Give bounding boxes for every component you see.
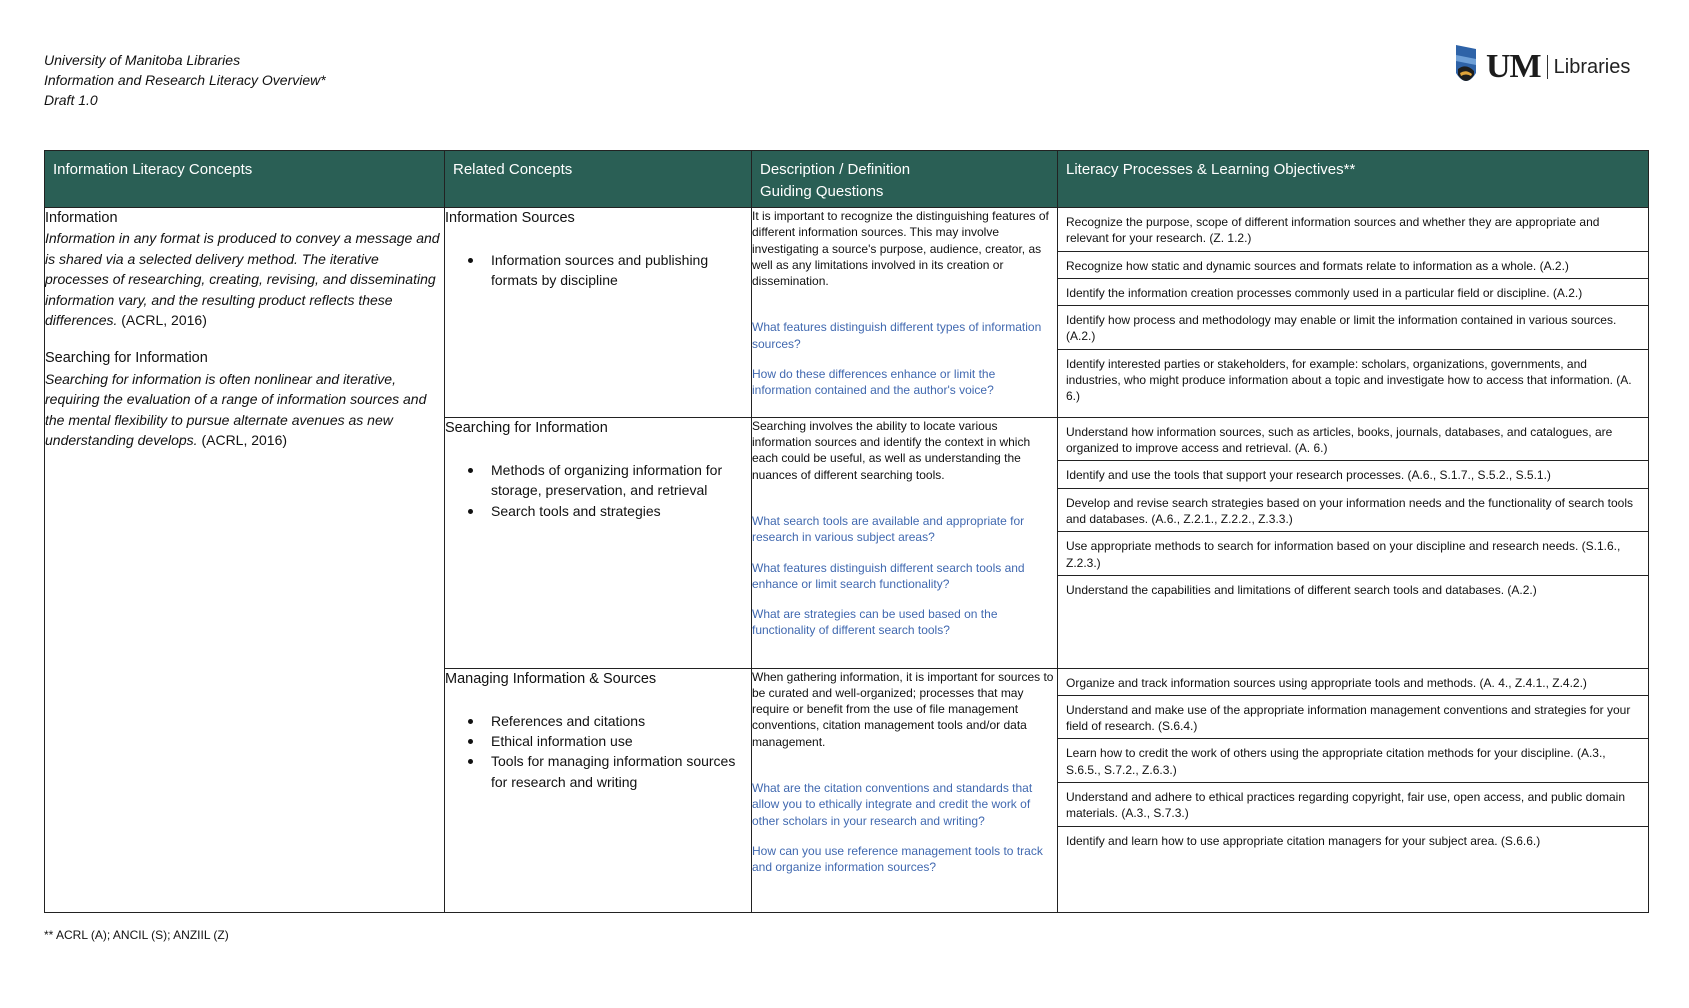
header-objectives: Literacy Processes & Learning Objectives**: [1058, 151, 1649, 208]
objective-item: Develop and revise search strategies based on your information needs and the functionality of search tools and databases. (A.6., Z.2.1., Z.2.2., Z.3.3.): [1058, 489, 1648, 533]
list-item: Search tools and strategies: [491, 501, 751, 521]
literacy-overview-table: [44, 150, 1649, 913]
objectives-cell: [1058, 668, 1649, 913]
objectives-list: [1058, 208, 1648, 417]
related-cell: [445, 208, 752, 418]
guiding-question: How do these differences enhance or limit the information contained and the author's voice?: [752, 367, 996, 398]
objective-item: Organize and track information sources using appropriate tools and methods. (A. 4., Z.4.1., Z.4.2.): [1058, 669, 1648, 696]
concept-definition: [45, 369, 444, 451]
header-related: Related Concepts: [445, 151, 752, 208]
logo-separator: [1547, 55, 1548, 79]
related-title: Information Sources: [445, 210, 575, 226]
list-item: Information sources and publishing formats by discipline: [491, 250, 751, 291]
objective-item: Identify the information creation processes commonly used in a particular field or discipline. (A.2.): [1058, 279, 1648, 306]
header-institution: University of Manitoba Libraries: [44, 52, 241, 68]
objective-item: Recognize how static and dynamic sources and formats relate to information as a whole. (A.2.): [1058, 252, 1648, 279]
objective-item: Identify and learn how to use appropriate citation managers for your subject area. (S.6.6.): [1066, 833, 1541, 848]
concept-searching: [45, 348, 444, 450]
guiding-question: What features distinguish different search tools and enhance or limit search functionality?: [752, 560, 1025, 591]
header-description-line1: Description / Definition: [760, 161, 911, 178]
objective-item: Identify how process and methodology may enable or limit the information contained in various sources. (A.2.): [1058, 306, 1648, 350]
guiding-question: What features distinguish different types of information sources?: [752, 320, 1042, 351]
document-header: [44, 50, 326, 110]
related-list: [445, 711, 751, 793]
header-description: [752, 151, 1058, 208]
concept-term: Information: [45, 210, 118, 226]
objectives-list: [1058, 669, 1648, 913]
university-crest-icon: [1452, 43, 1480, 91]
definition-citation: (ACRL, 2016): [197, 432, 288, 449]
guiding-question: What search tools are available and appropriate for research in various subject areas?: [752, 513, 1025, 545]
definition-text: Searching for information is often nonlinear and iterative, requiring the evaluation of a range of information sources and the mental flexibility to pursue alternate avenues as new understanding develops.: [45, 370, 427, 449]
table-header-row: [45, 151, 1649, 208]
objective-item: Understand and make use of the appropriate information management conventions and strategies for your field of research. (S.6.4.): [1058, 696, 1648, 740]
header-description-line2: Guiding Questions: [760, 183, 884, 200]
related-cell: [445, 417, 752, 668]
guiding-question: What are strategies can be used based on the functionality of different search tools?: [752, 607, 998, 638]
description-cell: [752, 417, 1058, 668]
objective-item: Identify and use the tools that support your research processes. (A.6., S.1.7., S.5.2., S.5.1.): [1058, 461, 1648, 488]
concept-term: Searching for Information: [45, 350, 208, 367]
list-item: References and citations: [491, 711, 751, 731]
objective-item: Understand and adhere to ethical practices regarding copyright, fair use, open access, and public domain materials. (A.3., S.7.3.): [1058, 783, 1648, 827]
header-version: Draft 1.0: [44, 92, 98, 108]
related-cell: [445, 668, 752, 913]
table-row: [45, 208, 1649, 418]
footnote: ** ACRL (A); ANCIL (S); ANZIIL (Z): [44, 928, 229, 942]
related-list: [445, 460, 751, 521]
objective-item: Understand how information sources, such as articles, books, journals, databases, and catalogues, are organized to improve access and retrieval. (A. 6.): [1058, 418, 1648, 462]
um-libraries-logo: [1452, 40, 1637, 94]
definition-text: Information in any format is produced to convey a message and is shared via a selected delivery method. The iterative processes of researching, creating, revising, and disseminating information vary, and the resulting product reflects these differences.: [45, 230, 440, 329]
objective-item: Recognize the purpose, scope of different information sources and whether they are appropriate and relevant for your research. (Z. 1.2.): [1058, 208, 1648, 252]
related-title: Searching for Information: [445, 419, 608, 436]
description-cell: [752, 208, 1058, 418]
list-item: Methods of organizing information for storage, preservation, and retrieval: [491, 460, 751, 501]
description-text: Searching involves the ability to locate various information sources and identify the context in which each could be useful, as well as understanding the nuances of different searching tools.: [752, 418, 1031, 482]
concept-definition: [45, 228, 444, 330]
description-text: When gathering information, it is important for sources to be curated and well-organized; processes that may require or benefit from the use of file management conventions, citation management tools and/or data management.: [752, 669, 1054, 749]
objective-item: Understand the capabilities and limitations of different search tools and databases. (A.2.): [1066, 582, 1537, 597]
objectives-list: [1058, 418, 1648, 668]
objective-item: Identify interested parties or stakeholders, for example: scholars, organizations, governments, and industries, who might produce information about a topic and investigate how to access that information. (A. 6.): [1066, 356, 1632, 404]
description-text: It is important to recognize the distinguishing features of different information sources. This may involve investigating a source's purpose, audience, creator, as well as any limitations involved in its creation or dissemination.: [752, 209, 1049, 289]
logo-um-text: UM: [1486, 48, 1541, 85]
objectives-cell: [1058, 417, 1649, 668]
definition-citation: (ACRL, 2016): [117, 312, 207, 329]
header-title: Information and Research Literacy Overview*: [44, 72, 326, 88]
header-concepts: Information Literacy Concepts: [45, 151, 445, 208]
objectives-cell: [1058, 208, 1649, 418]
related-list: [445, 250, 751, 291]
objective-item: Use appropriate methods to search for information based on your discipline and research needs. (S.1.6., Z.2.3.): [1058, 532, 1648, 576]
guiding-question: How can you use reference management tools to track and organize information sources?: [752, 843, 1043, 875]
list-item: Ethical information use: [491, 731, 751, 751]
related-title: Managing Information & Sources: [445, 670, 657, 687]
description-cell: [752, 668, 1058, 913]
objective-item: Learn how to credit the work of others using the appropriate citation methods for your discipline. (A.3., S.6.5., S.7.2., Z.6.3.): [1058, 739, 1648, 783]
concept-information: [45, 208, 444, 330]
guiding-question: What are the citation conventions and standards that allow you to ethically integrate and credit the work of other scholars in your research and writing?: [752, 780, 1033, 828]
concepts-cell: [45, 208, 445, 913]
list-item: Tools for managing information sources for research and writing: [491, 751, 751, 792]
logo-libraries-text: Libraries: [1553, 55, 1631, 78]
